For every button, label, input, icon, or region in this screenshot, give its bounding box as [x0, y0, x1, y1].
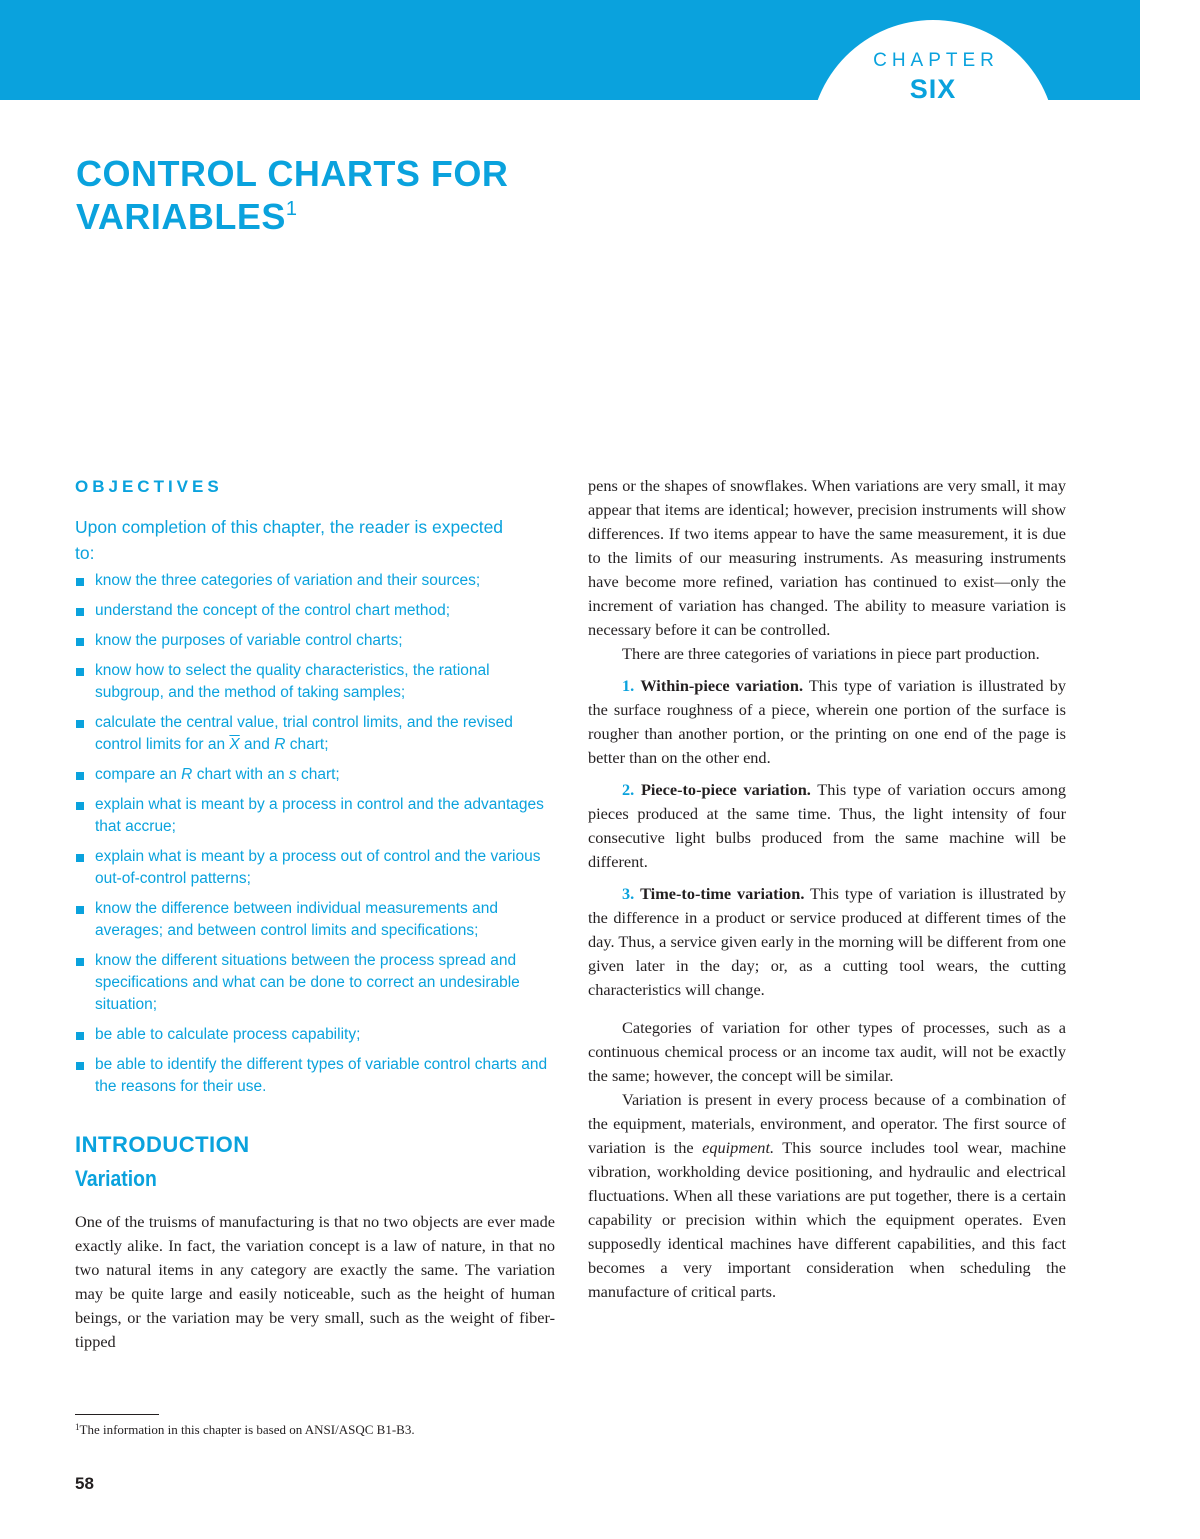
chapter-label: CHAPTER [873, 50, 999, 71]
list-item: understand the concept of the control chart method; [75, 600, 555, 622]
footnote: $^1$The information in this chapter is based on ANSI/ASQC B1-B3. [75, 1422, 415, 1437]
square-bullet-icon [76, 638, 84, 646]
square-bullet-icon [76, 958, 84, 966]
equipment-paragraph: Variation is present in every process because of a combination of the equipment, materials, environment, and operator. The first source of variation is the equipment. This source includes tool wear, machine vibration, workholding device positioning, and hydraulic and electrical fluctuations. When all these variations are put together, there is a certain capability or precision within which the equipment operates. Even supposedly identical machines have different capabilities, and this fact becomes a very important consideration when scheduling the manufacture of critical parts. [588, 1090, 1067, 1301]
square-bullet-icon [76, 720, 84, 728]
square-bullet-icon [76, 1062, 84, 1070]
list-item: know the difference between individual measurements and averages; and between control limits and specifications; [75, 898, 555, 942]
objectives-heading: OBJECTIVES [75, 477, 223, 496]
list-item: be able to identify the different types of variable control charts and the reasons for their use. [75, 1054, 555, 1098]
category-item: 2. Piece-to-piece variation. This type of variation occurs among pieces produced at the same time. Thus, the light intensity of four consecutive light bulbs produced from the same machine will be different. [588, 780, 1067, 871]
s-symbol: s [288, 766, 297, 783]
list-item: explain what is meant by a process in control and the advantages that accrue; [75, 794, 555, 838]
list-item: know the purposes of variable control charts; [75, 630, 555, 652]
chapter-title-line2: VARIABLES [76, 196, 286, 237]
square-bullet-icon [76, 802, 84, 810]
chapter-title-line1: CONTROL CHARTS FOR [76, 153, 509, 194]
square-bullet-icon [76, 668, 84, 676]
objectives-list [75, 570, 555, 1098]
chapter-title [76, 152, 776, 245]
list-item: be able to calculate process capability; [75, 1024, 555, 1046]
square-bullet-icon [76, 854, 84, 862]
square-bullet-icon [76, 772, 84, 780]
page-number: 58 [75, 1474, 94, 1493]
category-item: 1. Within-piece variation. This type of variation is illustrated by the surface roughness of a piece, wherein one portion of the surface is rougher than another portion, or the printing on one end of the page is better than on the other end. [588, 676, 1066, 767]
footnote-rule [75, 1414, 159, 1415]
list-item: know the different situations between the process spread and specifications and what can be done to correct an undesirable situation; [75, 950, 555, 1016]
square-bullet-icon [76, 608, 84, 616]
chapter-number: SIX [909, 74, 957, 104]
square-bullet-icon [76, 1032, 84, 1040]
category-item: 3. Time-to-time variation. This type of variation is illustrated by the difference in a product or service produced at different times of the day. Thus, a service given early in the morning will be different from one given later in the day; or, as a cutting tool wears, the cutting characteristics will change. [588, 884, 1066, 999]
title-footnote-marker: 1 [285, 198, 298, 220]
list-item: know how to select the quality characteristics, the rational subgroup, and the method of taking samples; [75, 660, 555, 704]
variation-subheading: Variation [75, 1166, 157, 1191]
categories-paragraph: Categories of variation for other types of processes, such as a continuous chemical process or an income tax audit, will not be exactly the same; however, the concept will be similar. [588, 1018, 1066, 1085]
left-column [75, 474, 555, 1354]
r-symbol: R [274, 736, 286, 753]
list-item: calculate the central value, trial control limits, and the revised control limits for an $\overline{X}$ and R chart; [75, 712, 555, 756]
three-categories-paragraph: There are three categories of variations in piece part production. [622, 644, 1040, 663]
square-bullet-icon [76, 906, 84, 914]
list-item: compare an R chart with an s chart; [75, 764, 555, 786]
right-column [588, 474, 1066, 1304]
list-item: explain what is meant by a process out of control and the various out-of-control patterns; [75, 846, 555, 890]
objectives-intro: Upon completion of this chapter, the reader is expected to: [75, 517, 504, 563]
square-bullet-icon [76, 578, 84, 586]
x-bar-symbol: $\overline{X}$ [229, 736, 240, 753]
intro-paragraph: One of the truisms of manufacturing is that no two objects are ever made exactly alike. In fact, the variation concept is a law of nature, in that no two natural items in any category are exactly the same. The variation may be quite large and easily noticeable, such as the height of human beings, or the variation may be very small, such as the weight of fiber-tipped [75, 1212, 555, 1351]
r-symbol: R [181, 766, 193, 783]
introduction-heading: INTRODUCTION [75, 1132, 250, 1157]
list-item: know the three categories of variation and their sources; [75, 570, 555, 592]
continued-paragraph: pens or the shapes of snowflakes. When variations are very small, it may appear that items are identical; however, precision instruments will show differences. If two items appear to have the same measurement, it is due to the limits of our measuring instruments. As measuring instruments have become more refined, variation has continued to exist—only the increment of variation has changed. The ability to measure variation is necessary before it can be controlled. [588, 476, 1066, 639]
